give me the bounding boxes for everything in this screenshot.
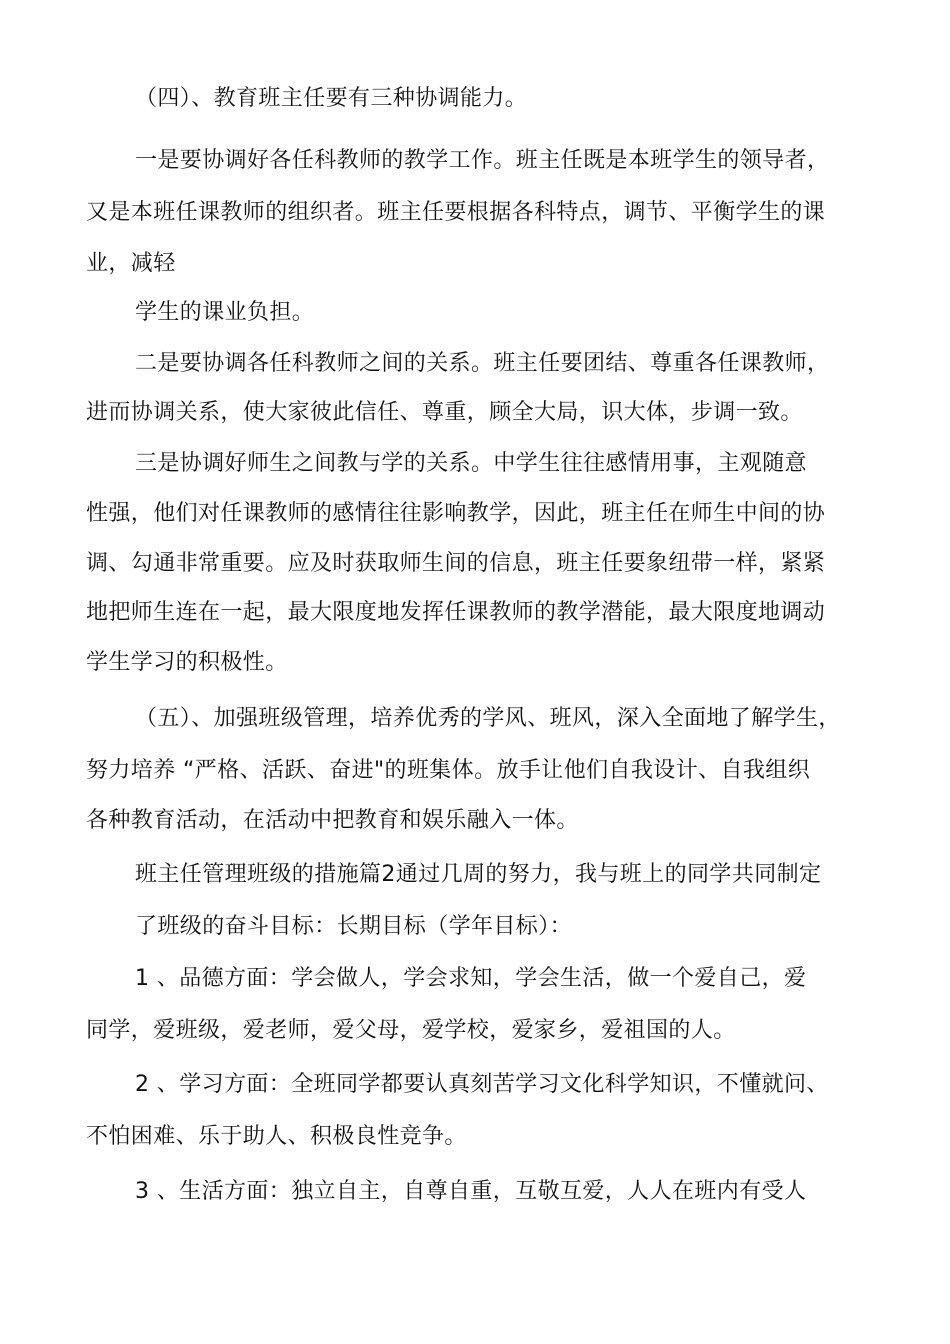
paragraph-line: 调、勾通非常重要。应及时获取师生间的信息，班主任要象纽带一样，紧紧 (86, 551, 826, 576)
paragraph-line: 三是协调好师生之间教与学的关系。中学生往往感情用事，主观随意 (135, 451, 808, 476)
paragraph-line: 不怕困难、乐于助人、积极良性竞争。 (86, 1124, 467, 1149)
paragraph-line: 班主任管理班级的措施篇2通过几周的努力，我与班上的同学共同制定 (135, 862, 822, 887)
list-item-2: 2 、学习方面：全班同学都要认真刻苦学习文化科学知识，不懂就问、 (135, 1072, 829, 1097)
paragraph-line: 又是本班任课教师的组织者。班主任要根据各科特点，调节、平衡学生的课 (86, 200, 826, 225)
paragraph-line: 进而协调关系，使大家彼此信任、尊重，顾全大局，识大体，步调一致。 (86, 400, 803, 425)
section-heading-four: （四）、教育班主任要有三种协调能力。 (135, 86, 528, 111)
paragraph-line: 一是要协调好各任科教师的教学工作。班主任既是本班学生的领导者， (135, 148, 830, 173)
paragraph-line: 性强，他们对任课教师的感情往往影响教学，因此，班主任在师生中间的协 (86, 501, 826, 526)
paragraph-line: 学生的课业负担。 (135, 300, 315, 325)
paragraph-line: 二是要协调各任科教师之间的关系。班主任要团结、尊重各任课教师， (135, 351, 830, 376)
paragraph-line: 学生学习的积极性。 (86, 650, 288, 675)
list-item-3: 3 、生活方面：独立自主，自尊自重，互敬互爱，人人在班内有受人 (135, 1179, 807, 1204)
section-heading-five: （五）、加强班级管理，培养优秀的学风、班风，深入全面地了解学生， (135, 706, 841, 731)
paragraph-line: 同学，爱班级，爱老师，爱父母，爱学校，爱家乡，爱祖国的人。 (86, 1018, 736, 1043)
paragraph-line: 地把师生连在一起，最大限度地发挥任课教师的教学潜能，最大限度地调动 (86, 600, 826, 625)
paragraph-line: 各种教育活动，在活动中把教育和娱乐融入一体。 (86, 808, 579, 833)
list-item-1: 1 、品德方面：学会做人，学会求知，学会生活，做一个爱自己，爱 (135, 966, 807, 991)
paragraph-line: 业，减轻 (86, 251, 176, 276)
paragraph-line: 努力培养 “严格、活跃、奋进"的班集体。放手让他们自我设计、自我组织 (86, 758, 811, 783)
paragraph-line: 了班级的奋斗目标：长期目标（学年目标）： (135, 914, 573, 939)
